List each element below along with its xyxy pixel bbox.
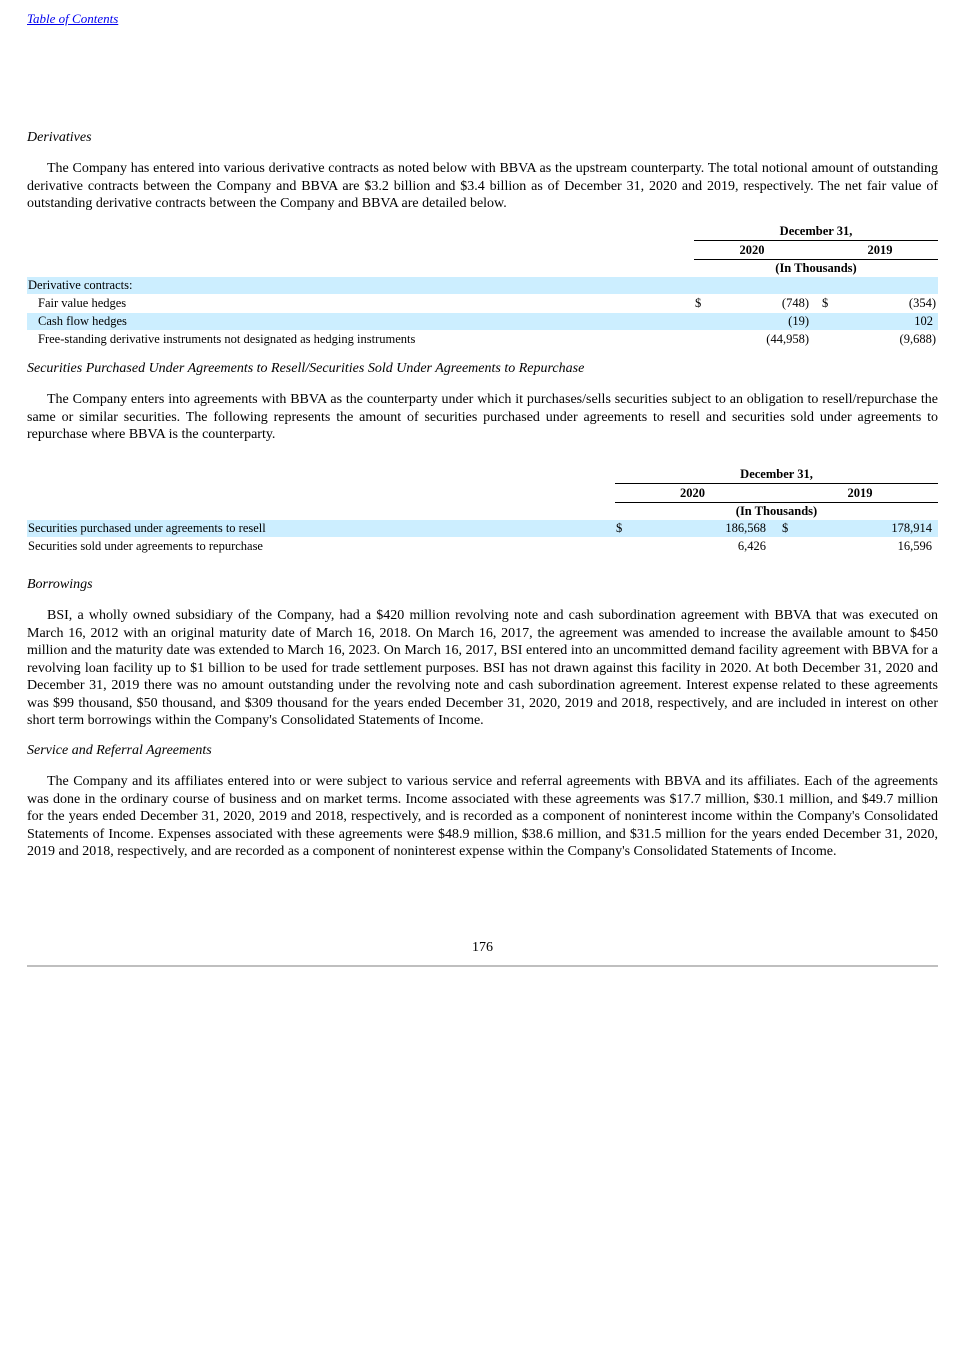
currency-symbol: $: [695, 296, 702, 310]
securities-paragraph: The Company enters into agreements with BBVA as the counterparty under which it purchases/sells securities subject to an obligation to resell/repurchase the same or similar securities. The following represents the amount of securities purchased under agreements to resell and securities sold under agreements to repurchase where BBVA is the counterparty.: [27, 392, 938, 442]
table-row: [27, 520, 938, 537]
row-label: Securities sold under agreements to repurchase: [28, 539, 263, 553]
derivatives-section-label: Derivative contracts:: [28, 278, 133, 292]
derivatives-paragraph: The Company has entered into various derivative contracts as noted below with BBVA as the upstream counterparty. The total notional amount of outstanding derivative contracts between the Company and BBVA are $3.2 billion and $3.4 billion as of December 31, 2020 and 2019, respectively. The net fair value of outstanding derivative contracts between the Company and BBVA are detailed below.: [27, 161, 938, 211]
header-rule: [615, 483, 938, 484]
derivatives-units: (In Thousands): [775, 261, 857, 275]
currency-symbol: $: [782, 521, 789, 535]
derivatives-period-header: December 31,: [779, 224, 853, 238]
row-label: Free-standing derivative instruments not designated as hedging instruments: [38, 332, 416, 346]
footer-divider: [27, 965, 938, 967]
table-row: [27, 277, 938, 294]
table-row: [27, 295, 938, 312]
currency-symbol: $: [822, 296, 829, 310]
service-paragraph: The Company and its affiliates entered into or were subject to various service and referral agreements with BBVA and its affiliates. Each of the agreements was done in the ordinary course of business and on market terms. Income associated with these agreements was $17.7 million, $30.1 million, and $49.7 million for the years ended December 31, 2020, 2019 and 2018, respectively, and is recorded as a component of noninterest income within the Company's Consolidated Statements of Income. Expenses associated with these agreements were $48.9 million, $38.6 million, and $31.5 million for the years ended December 31, 2020, 2019 and 2018, respectively, and are recorded as a component of noninterest expense within the Company's Consolidated Statements of Income.: [27, 774, 938, 859]
value-2019: 178,914: [891, 521, 932, 535]
value-2020: (19): [788, 314, 809, 328]
table-row: [27, 538, 938, 555]
securities-units: (In Thousands): [735, 504, 818, 518]
value-2019: (354): [908, 296, 936, 310]
service-heading: Service and Referral Agreements: [27, 743, 212, 758]
borrowings-heading: Borrowings: [27, 577, 93, 592]
currency-symbol: $: [616, 521, 623, 535]
securities-year-2020: 2020: [680, 486, 705, 500]
header-rule: [694, 240, 938, 241]
header-rule: [694, 259, 938, 260]
securities-period-header: December 31,: [740, 467, 813, 481]
row-label: Cash flow hedges: [38, 314, 127, 328]
page-number: 176: [472, 940, 493, 955]
value-2020: 6,426: [737, 539, 766, 553]
value-2019: 16,596: [897, 539, 932, 553]
value-2020: (748): [781, 296, 809, 310]
value-2020: 186,568: [725, 521, 766, 535]
derivatives-year-2020: 2020: [739, 243, 765, 257]
securities-year-2019: 2019: [847, 486, 873, 500]
derivatives-heading: Derivatives: [27, 130, 92, 145]
value-2019: 102: [914, 314, 933, 328]
table-of-contents-link[interactable]: Table of Contents: [27, 11, 119, 26]
row-label: Securities purchased under agreements to resell: [28, 521, 266, 535]
value-2020: (44,958): [766, 332, 809, 346]
table-row: [27, 313, 938, 330]
securities-heading: Securities Purchased Under Agreements to Resell/Securities Sold Under Agreements to Repurchase: [27, 361, 585, 376]
row-label: Fair value hedges: [38, 296, 127, 310]
table-row: [27, 331, 938, 348]
borrowings-paragraph: BSI, a wholly owned subsidiary of the Company, had a $420 million revolving note and cash subordination agreement with BBVA that was executed on March 16, 2012 with an original maturity date of March 16, 2018. On March 16, 2017, the agreement was amended to increase the available amount to $450 million and the maturity date was extended to March 16, 2023. On March 16, 2017, BSI entered into an uncommitted demand facility agreement with BBVA for a revolving loan facility up to $1 billion to be used for trade settlement purposes. BSI has not drawn against this facility in 2020. At both December 31, 2020 and December 31, 2019 there was no amount outstanding under the revolving note and cash subordination agreement. Interest expense related to these agreements was $99 thousand, $50 thousand, and $309 thousand for the years ended December 31, 2020, 2019 and 2018, respectively, and are included in interest on other short term borrowings within the Company's Consolidated Statements of Income.: [27, 608, 938, 728]
value-2019: (9,688): [899, 332, 936, 346]
derivatives-year-2019: 2019: [867, 243, 893, 257]
header-rule: [615, 502, 938, 503]
